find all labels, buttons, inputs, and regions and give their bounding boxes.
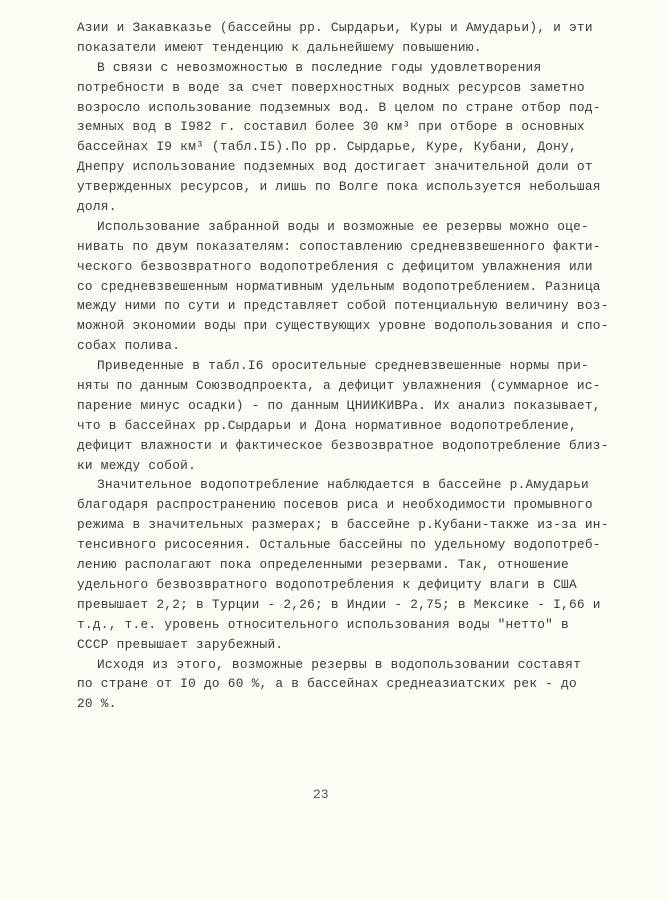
text-line: Значительное водопотребление наблюдается в бассейне р.Амударьи <box>97 477 589 493</box>
text-line: Исходя из этого, возможные резервы в водопользовании составят <box>97 656 582 672</box>
text-line: Использование забранной воды и возможные ее резервы можно оце- <box>97 218 589 234</box>
text-line: потребности в воде за счет поверхностных водных ресурсов заметно <box>77 79 585 95</box>
text-line: ческого безвозвратного водопотребления с дефицитом увлажнения или <box>77 258 593 274</box>
text-line: доля. <box>77 199 117 215</box>
text-line: ки между собой. <box>77 457 197 473</box>
text-line: по стране от I0 до 60 %, а в бассейнах среднеазиатских рек - до <box>77 676 577 692</box>
text-line: со средневзвешенным нормативным удельным водопотреблением. Разница <box>77 278 601 294</box>
text-line: возросло использование подземных вод. В целом по стране отбор под- <box>77 99 601 115</box>
text-line: Днепру использование подземных вод достигает значительной доли от <box>77 159 593 175</box>
text-line: показатели имеют тенденцию к дальнейшему повышению. <box>77 39 482 55</box>
text-line: что в бассейнах рр.Сырдарьи и Дона нормативное водопотребление, <box>77 417 577 433</box>
text-line: земных вод в I982 г. составил более 30 км³ при отборе в основных <box>77 119 585 135</box>
text-line: В связи с невозможностью в последние годы удовлетворения <box>97 59 542 75</box>
text-line: благодаря распространению посевов риса и необходимости промывного <box>77 497 593 513</box>
text-line: собах полива. <box>77 338 181 354</box>
text-line: т.д., т.е. уровень относительного использования воды "нетто" в <box>77 616 569 632</box>
text-line: тенсивного рисосеяния. Остальные бассейны по удельному водопотреб- <box>77 537 601 553</box>
text-line: дефицит влажности и фактическое безвозвратное водопотребление близ- <box>77 437 609 453</box>
text-line: Азии и Закавказье (бассейны рр. Сырдарьи, Куры и Амударьи), и эти <box>77 20 593 35</box>
text-line: нивать по двум показателям: сопоставлению средневзвешенного факти- <box>77 238 601 254</box>
text-line: можной экономии воды при существующих уровне водопользования и спо- <box>77 318 609 334</box>
text-line: бассейнах I9 км³ (табл.I5).По рр. Сырдарье, Куре, Кубани, Дону, <box>77 139 577 155</box>
text-line: утвержденных ресурсов, и лишь по Волге пока используется небольшая <box>77 179 601 195</box>
text-line: лению располагают пока определенными резервами. Так, отношение <box>77 557 569 573</box>
text-line: удельного безвозвратного водопотребления к дефициту влаги в США <box>77 576 577 592</box>
text-line: СССР превышает зарубежный. <box>77 636 284 652</box>
text-line: режима в значительных размерах; в бассейне р.Кубани-также из-за ин- <box>77 517 609 533</box>
text-line: между ними по сути и представляет собой потенциальную величину воз- <box>77 298 609 314</box>
body-text <box>77 18 657 714</box>
page-number: 23 <box>313 787 329 802</box>
text-line: Приведенные в табл.I6 оросительные средневзвешенные нормы при- <box>97 358 589 374</box>
text-line: няты по данным Союзводпроекта, а дефицит увлажнения (суммарное ис- <box>77 378 601 394</box>
text-line: 20 %. <box>77 696 117 712</box>
text-line: превышает 2,2; в Турции - 2,26; в Индии - 2,75; в Мексике - I,66 и <box>77 596 601 612</box>
text-line: парение минус осадки) - по данным ЦНИИКИВРа. Их анализ показывает, <box>77 397 601 413</box>
